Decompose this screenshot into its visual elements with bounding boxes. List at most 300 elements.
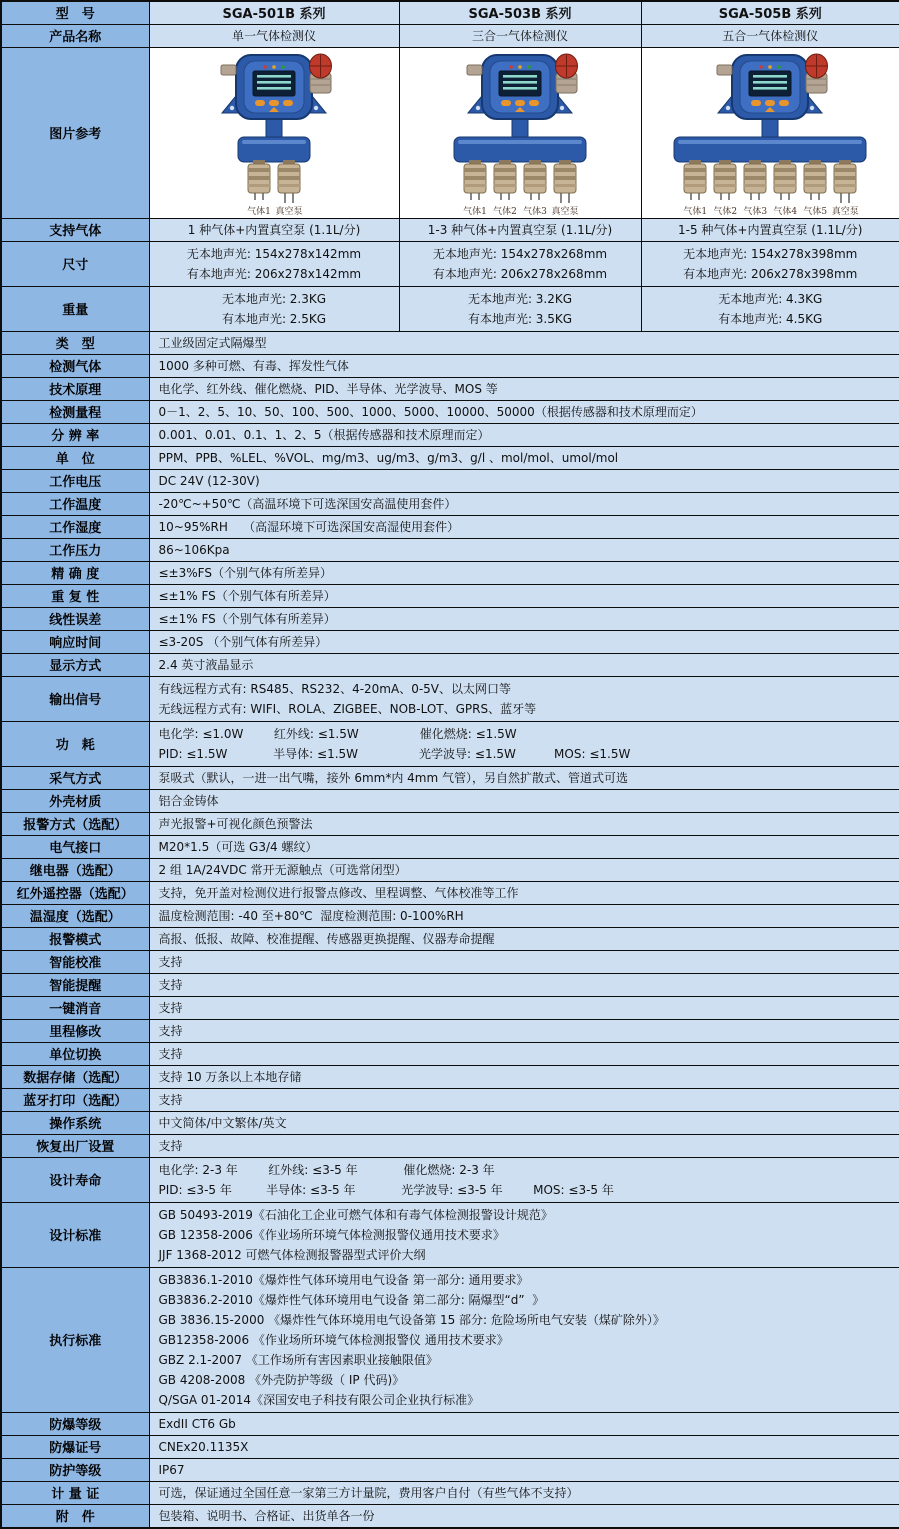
table-row [1, 766, 899, 789]
table-row [1, 1111, 899, 1134]
device-button [751, 100, 761, 106]
table-row [1, 1019, 899, 1042]
screen-line [503, 87, 537, 90]
spec-value-line: GB12358-2006 《作业场所环境气体检测报警仪 通用技术要求》 [158, 1332, 509, 1347]
spec-value-cell [149, 1019, 899, 1042]
table-row [1, 1088, 899, 1111]
spec-value-cell [641, 241, 899, 286]
table-row [1, 789, 899, 812]
spec-value-cell [149, 721, 899, 766]
table-row [1, 904, 899, 927]
led-red-icon [759, 65, 763, 69]
sensor-band [714, 168, 736, 172]
row-label: 类 型 [1, 331, 149, 354]
product-image [666, 51, 874, 217]
device-button [269, 100, 279, 106]
spec-value-line: 支持 [158, 954, 183, 969]
spec-value-line: ≤±1% FS（个别气体有所差异） [158, 611, 336, 626]
spec-value-cell [149, 1504, 899, 1528]
spec-value-line: 无本地声光: 154x278x398mm [683, 246, 858, 261]
sensor-band [554, 184, 576, 187]
screen-line [753, 75, 787, 78]
spec-value-line: 1-3 种气体+内置真空泵 (1.1L/分) [427, 222, 613, 237]
spec-value-line: 有本地声光: 2.5KG [221, 311, 327, 326]
led-green-icon [777, 65, 781, 69]
spec-value-line: 0－1、2、5、10、50、100、500、1000、5000、10000、50000（根据传感器和技术原理而定） [158, 404, 703, 419]
table-row [1, 218, 899, 241]
table-row [1, 927, 899, 950]
spec-value-cell [149, 400, 899, 423]
spec-value-cell [149, 538, 899, 561]
row-label: 图片参考 [1, 47, 149, 218]
table-row [1, 1157, 899, 1202]
spec-value-line: ≤3-20S （个别气体有所差异） [158, 634, 328, 649]
gas-sensor-label: 气体5 [803, 206, 828, 217]
spec-value-cell [149, 423, 899, 446]
gas-sensor-label: 气体2 [493, 206, 517, 217]
row-label: 电气接口 [1, 835, 149, 858]
spec-value-line: 无本地声光: 4.3KG [718, 291, 823, 306]
spec-value-line: 电化学、红外线、催化燃烧、PID、半导体、光学波导、MOS 等 [158, 381, 498, 396]
spec-value-line: GBZ 2.1-2007 《工作场所有害因素职业接触限值》 [158, 1352, 438, 1367]
spec-value-cell [149, 241, 399, 286]
row-label: 报警方式（选配） [1, 812, 149, 835]
spec-value-line: 无线远程方式有: WIFI、ROLA、ZIGBEE、NOB-LOT、GPRS、蓝牙等 [158, 701, 537, 716]
sensor-band [278, 168, 300, 172]
row-label: 数据存储（选配） [1, 1065, 149, 1088]
model-name-cell: SGA-505B 系列 [641, 1, 899, 24]
spec-value-cell [399, 241, 641, 286]
table-row [1, 561, 899, 584]
sensor-band [494, 168, 516, 172]
row-label: 采气方式 [1, 766, 149, 789]
sensor-band [278, 184, 300, 187]
gas-sensor-label: 气体1 [463, 206, 487, 217]
spec-value-cell [149, 1412, 899, 1435]
sensor-band [744, 184, 766, 187]
row-label: 型 号 [1, 1, 149, 24]
spec-value-line: CNEx20.1135X [158, 1439, 249, 1454]
spec-value-line: GB 12358-2006《作业场所环境气体检测报警仪通用技术要求》 [158, 1227, 505, 1242]
spec-value-line: 1000 多种可燃、有毒、挥发性气体 [158, 358, 349, 373]
table-row [1, 973, 899, 996]
spec-value-line: JJF 1368-2012 可燃气体检测报警器型式评价大纲 [158, 1247, 426, 1262]
led-yellow-icon [518, 65, 522, 69]
sensor-band [684, 168, 706, 172]
spec-value-cell [149, 996, 899, 1019]
spec-value-line: 有本地声光: 4.5KG [718, 311, 823, 326]
spec-value-line: ExdII CT6 Gb [158, 1416, 236, 1431]
table-row [1, 721, 899, 766]
spec-value-line: 无本地声光: 154x278x268mm [432, 246, 608, 261]
sensor-band [248, 176, 270, 180]
vacuum-pump-label: 真空泵 [551, 206, 579, 217]
table-row [1, 881, 899, 904]
led-green-icon [281, 65, 285, 69]
spec-value-cell [149, 1088, 899, 1111]
ear-hole-icon [560, 105, 564, 109]
spec-value-cell [149, 812, 899, 835]
spec-value-cell [399, 286, 641, 331]
spec-value-cell [149, 1481, 899, 1504]
table-row [1, 377, 899, 400]
spec-value-line: M20*1.5（可选 G3/4 螺纹） [158, 839, 318, 854]
row-label: 检测气体 [1, 354, 149, 377]
spec-value-cell [149, 515, 899, 538]
vacuum-pump-label: 真空泵 [275, 206, 303, 217]
spec-value-cell [149, 927, 899, 950]
product-image-cell [641, 47, 899, 218]
spec-value-line: 有本地声光: 206x278x268mm [432, 266, 608, 281]
row-label: 单位切换 [1, 1042, 149, 1065]
row-label: 继电器（选配） [1, 858, 149, 881]
ear-hole-icon [314, 105, 318, 109]
spec-value-line: 电化学: 2-3 年 红外线: ≤3-5 年 催化燃烧: 2-3 年 [158, 1162, 495, 1177]
sensor-band [524, 184, 546, 187]
row-label: 设计寿命 [1, 1157, 149, 1202]
table-row [1, 354, 899, 377]
row-label: 蓝牙打印（选配） [1, 1088, 149, 1111]
table-row [1, 1458, 899, 1481]
row-label: 精 确 度 [1, 561, 149, 584]
row-label: 产品名称 [1, 24, 149, 47]
row-label: 工作压力 [1, 538, 149, 561]
device-button [529, 100, 539, 106]
row-label: 工作电压 [1, 469, 149, 492]
model-name-cell: SGA-503B 系列 [399, 1, 641, 24]
spec-value-line: 包装箱、说明书、合格证、出货单各一份 [158, 1508, 375, 1523]
row-label: 工作温度 [1, 492, 149, 515]
spec-value-line: 高报、低报、故障、校准提醒、传感器更换提醒、仪器寿命提醒 [158, 931, 495, 946]
spec-value-cell [149, 766, 899, 789]
table-row [1, 1504, 899, 1528]
spec-value-cell [149, 1134, 899, 1157]
spec-value-line: 泵吸式（默认，一进一出气嘴，接外 6mm*内 4mm 气管），另自然扩散式、管道式可选 [158, 770, 628, 785]
sensor-band [464, 184, 486, 187]
sensor-band [834, 176, 856, 180]
spec-value-line: 支持 [158, 1000, 183, 1015]
table-row [1, 538, 899, 561]
sensor-band [804, 176, 826, 180]
sensor-band [464, 176, 486, 180]
spec-value-cell [149, 1111, 899, 1134]
row-label: 一键消音 [1, 996, 149, 1019]
spec-value-line: 支持 10 万条以上本地存储 [158, 1069, 302, 1084]
spec-value-cell [149, 607, 899, 630]
led-red-icon [509, 65, 513, 69]
spec-value-line: ≤±3%FS（个别气体有所差异） [158, 565, 332, 580]
sensor-band [744, 176, 766, 180]
spec-value-cell [399, 218, 641, 241]
table-row [1, 24, 899, 47]
spec-value-cell [149, 446, 899, 469]
row-label: 功 耗 [1, 721, 149, 766]
spec-value-cell [149, 1042, 899, 1065]
spec-value-line: 温度检测范围: -40 至+80℃ 湿度检测范围: 0-100%RH [158, 908, 464, 923]
table-row [1, 584, 899, 607]
gas-sensor-label: 气体1 [683, 206, 708, 217]
spec-value-line: 工业级固定式隔爆型 [158, 335, 267, 350]
spec-value-line: 0.001、0.01、0.1、1、2、5（根据传感器和技术原理而定） [158, 427, 490, 442]
screen-line [753, 87, 787, 90]
sensor-band [834, 168, 856, 172]
row-label: 智能校准 [1, 950, 149, 973]
sensor-band [684, 176, 706, 180]
row-label: 里程修改 [1, 1019, 149, 1042]
row-label: 重 复 性 [1, 584, 149, 607]
led-green-icon [527, 65, 531, 69]
screen-line [257, 81, 291, 84]
spec-value-line: 有本地声光: 206x278x142mm [186, 266, 362, 281]
sensor-label-row [666, 207, 874, 217]
row-label: 线性误差 [1, 607, 149, 630]
spec-value-cell [149, 630, 899, 653]
product-name-cell: 三合一气体检测仪 [399, 24, 641, 47]
gas-sensor-label: 气体2 [713, 206, 738, 217]
sensor-band [774, 168, 796, 172]
row-label: 执行标准 [1, 1267, 149, 1412]
spec-value-line: 2.4 英寸液晶显示 [158, 657, 254, 672]
sensor-band [278, 176, 300, 180]
row-label: 检测量程 [1, 400, 149, 423]
screen-line [753, 81, 787, 84]
table-row [1, 835, 899, 858]
sensor-band [494, 176, 516, 180]
row-label: 技术原理 [1, 377, 149, 400]
spec-value-line: 2 组 1A/24VDC 常开无源触点（可选常闭型） [158, 862, 407, 877]
ear-hole-icon [476, 105, 480, 109]
spec-value-cell [641, 218, 899, 241]
device-button [501, 100, 511, 106]
spec-value-line: ≤±1% FS（个别气体有所差异） [158, 588, 336, 603]
spec-value-line: Q/SGA 01-2014《深国安电子科技有限公司企业执行标准》 [158, 1392, 480, 1407]
spec-value-cell [149, 676, 899, 721]
device-button [515, 100, 525, 106]
led-yellow-icon [768, 65, 772, 69]
spec-value-line: 铝合金铸体 [158, 793, 219, 808]
sensor-band [464, 168, 486, 172]
row-label: 响应时间 [1, 630, 149, 653]
spec-value-cell [149, 286, 399, 331]
manifold-highlight [242, 140, 306, 144]
gas-detector-illustration [445, 51, 595, 205]
product-image [199, 51, 349, 217]
led-red-icon [263, 65, 267, 69]
device-button [255, 100, 265, 106]
row-label: 尺寸 [1, 241, 149, 286]
sensor-band [684, 184, 706, 187]
spec-value-cell [149, 1458, 899, 1481]
product-name-cell: 单一气体检测仪 [149, 24, 399, 47]
screen-line [503, 75, 537, 78]
row-label: 智能提醒 [1, 973, 149, 996]
spec-value-cell [149, 789, 899, 812]
row-label: 单 位 [1, 446, 149, 469]
spec-value-line: 可选，保证通过全国任意一家第三方计量院，费用客户自付（有些气体不支持） [158, 1485, 579, 1500]
spec-value-cell [149, 1435, 899, 1458]
sensor-band [744, 168, 766, 172]
spec-value-line: 10~95%RH （高湿环境下可选深国安高湿使用套件） [158, 519, 460, 534]
ear-hole-icon [810, 105, 814, 109]
table-row [1, 1412, 899, 1435]
spec-value-line: 支持 [158, 977, 183, 992]
table-row [1, 286, 899, 331]
spec-value-line: PID: ≤3-5 年 半导体: ≤3-5 年 光学波导: ≤3-5 年 MOS: ≤3-5 年 [158, 1182, 614, 1197]
led-yellow-icon [272, 65, 276, 69]
table-row [1, 241, 899, 286]
table-row [1, 492, 899, 515]
manifold-highlight [678, 140, 862, 144]
row-label: 附 件 [1, 1504, 149, 1528]
spec-value-cell [149, 584, 899, 607]
ear-hole-icon [230, 105, 234, 109]
spec-value-cell [149, 1065, 899, 1088]
row-label: 工作湿度 [1, 515, 149, 538]
product-image-cell [399, 47, 641, 218]
table-row [1, 1202, 899, 1267]
table-row [1, 1267, 899, 1412]
table-row [1, 812, 899, 835]
side-port-icon [717, 65, 732, 75]
spec-value-line: DC 24V (12-30V) [158, 473, 260, 488]
product-name-cell: 五合一气体检测仪 [641, 24, 899, 47]
row-label: 重量 [1, 286, 149, 331]
row-label: 防爆证号 [1, 1435, 149, 1458]
spec-value-line: 86~106Kpa [158, 542, 230, 557]
row-label: 分 辨 率 [1, 423, 149, 446]
table-row [1, 653, 899, 676]
table-row [1, 858, 899, 881]
spec-value-line: 有线远程方式有: RS485、RS232、4-20mA、0-5V、以太网口等 [158, 681, 512, 696]
spec-value-cell [149, 469, 899, 492]
spec-value-line: 无本地声光: 3.2KG [467, 291, 573, 306]
device-button [283, 100, 293, 106]
spec-value-cell [149, 561, 899, 584]
spec-value-line: 声光报警+可视化颜色预警法 [158, 816, 313, 831]
table-row [1, 1042, 899, 1065]
spec-value-cell [149, 354, 899, 377]
spec-value-line: PID: ≤1.5W 半导体: ≤1.5W 光学波导: ≤1.5W MOS: ≤1.5W [158, 746, 631, 761]
spec-value-cell [149, 950, 899, 973]
row-label: 计 量 证 [1, 1481, 149, 1504]
spec-value-cell [149, 835, 899, 858]
spec-value-line: GB 3836.15-2000 《爆炸性气体环境用电气设备第 15 部分: 危险场所电气安装（煤矿除外）》 [158, 1312, 665, 1327]
screen-line [257, 75, 291, 78]
spec-value-line: GB 50493-2019《石油化工企业可燃气体和有毒气体检测报警设计规范》 [158, 1207, 553, 1222]
gas-sensor-label: 气体3 [523, 206, 547, 217]
table-row [1, 400, 899, 423]
row-label: 恢复出厂设置 [1, 1134, 149, 1157]
row-label: 输出信号 [1, 676, 149, 721]
table-row [1, 446, 899, 469]
table-row [1, 996, 899, 1019]
spec-value-line: 无本地声光: 2.3KG [221, 291, 327, 306]
sensor-band [524, 176, 546, 180]
sensor-label-row [445, 207, 595, 217]
table-row [1, 1065, 899, 1088]
row-label: 防护等级 [1, 1458, 149, 1481]
gas-detector-illustration [199, 51, 349, 205]
table-row [1, 607, 899, 630]
spec-value-line: GB3836.1-2010《爆炸性气体环境用电气设备 第一部分: 通用要求》 [158, 1272, 529, 1287]
table-row [1, 423, 899, 446]
sensor-band [554, 176, 576, 180]
gas-detector-illustration [666, 51, 874, 205]
sensor-band [804, 168, 826, 172]
sensor-band [774, 176, 796, 180]
product-image [445, 51, 595, 217]
sensor-band [804, 184, 826, 187]
table-row [1, 950, 899, 973]
spec-value-line: GB 4208-2008 《外壳防护等级（ IP 代码)》 [158, 1372, 405, 1387]
sensor-band [524, 168, 546, 172]
screen-line [257, 87, 291, 90]
table-row [1, 676, 899, 721]
product-image-cell [149, 47, 399, 218]
table-row [1, 1481, 899, 1504]
spec-value-line: 1 种气体+内置真空泵 (1.1L/分) [187, 222, 361, 237]
side-port-icon [221, 65, 236, 75]
spec-table-body [1, 1, 899, 1528]
table-row [1, 515, 899, 538]
spec-value-line: 1-5 种气体+内置真空泵 (1.1L/分) [678, 222, 863, 237]
gas-sensor-label: 气体4 [773, 206, 798, 217]
device-button [765, 100, 775, 106]
table-row [1, 1, 899, 24]
spec-value-cell [149, 653, 899, 676]
spec-value-line: 有本地声光: 206x278x398mm [683, 266, 858, 281]
sensor-band [774, 184, 796, 187]
sensor-band [554, 168, 576, 172]
spec-value-line: GB3836.2-2010《爆炸性气体环境用电气设备 第二部分: 隔爆型“d” 》 [158, 1292, 545, 1307]
row-label: 防爆等级 [1, 1412, 149, 1435]
table-row [1, 630, 899, 653]
spec-value-line: 有本地声光: 3.5KG [467, 311, 573, 326]
sensor-band [714, 184, 736, 187]
gas-sensor-label: 气体3 [743, 206, 768, 217]
table-row [1, 47, 899, 218]
model-name-cell: SGA-501B 系列 [149, 1, 399, 24]
spec-value-cell [149, 1267, 899, 1412]
table-row [1, 469, 899, 492]
sensor-label-row [199, 207, 349, 217]
row-label: 报警模式 [1, 927, 149, 950]
sensor-band [834, 184, 856, 187]
spec-value-line: 支持 [158, 1138, 183, 1153]
row-label: 支持气体 [1, 218, 149, 241]
sensor-band [248, 168, 270, 172]
sensor-band [714, 176, 736, 180]
sensor-band [248, 184, 270, 187]
ear-hole-icon [726, 105, 730, 109]
spec-value-cell [149, 377, 899, 400]
spec-value-cell [149, 1157, 899, 1202]
row-label: 温湿度（选配） [1, 904, 149, 927]
spec-value-line: 支持 [158, 1092, 183, 1107]
spec-value-line: 支持 [158, 1023, 183, 1038]
spec-value-line: 支持，免开盖对检测仪进行报警点修改、里程调整、气体校准等工作 [158, 885, 519, 900]
table-row [1, 1435, 899, 1458]
spec-value-cell [641, 286, 899, 331]
sensor-band [494, 184, 516, 187]
row-label: 红外遥控器（选配） [1, 881, 149, 904]
row-label: 操作系统 [1, 1111, 149, 1134]
table-row [1, 1134, 899, 1157]
spec-value-line: 支持 [158, 1046, 183, 1061]
spec-value-line: IP67 [158, 1462, 185, 1477]
spec-value-line: -20℃~+50℃（高温环境下可选深国安高温使用套件） [158, 496, 457, 511]
spec-value-cell [149, 904, 899, 927]
